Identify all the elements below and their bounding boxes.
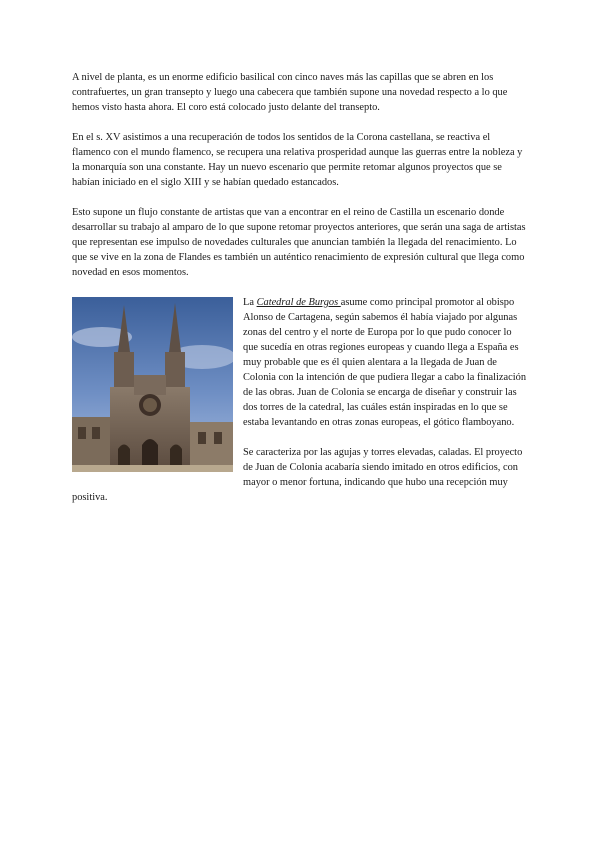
document-page (72, 70, 528, 520)
figure-paragraph-lead: La (243, 297, 257, 308)
figure-paragraph-rest: asume como principal promotor al obispo Alonso de Cartagena, según sabemos él había viajado por algunas zonas del centro y el norte de Europa por lo que pudo conocer lo que sucedía en otras regiones europeas y cuando llega a España es muy probable que es él quien alentara a la llegada de Juan de Colonia con la intención de que pudiera llegar a cabo la finalización de las obras. Juan de Colonia se encarga de diseñar y construir las dos torres de la catedral, las cuáles están inspiradas en lo que se estaba levantando en otras zonas europeas, el gótico flamboyano. (243, 297, 527, 428)
paragraph-2: En el s. XV asistimos a una recuperación de todos los sentidos de la Corona castellana, se reactiva el flamenco con el mundo flamenco, se recupera una relativa prosperidad aunque las guerras entre la nobleza y la monarquía son una constante. Hay un nuevo escenario que permite retomar algunos proyectos que se habían iniciado en el siglo XIII y se habían quedado estancados. (72, 132, 523, 188)
paragraph-final: Se caracteriza por las agujas y torres elevadas, caladas. El proyecto de Juan de Colonia acabaría siendo imitado en otros edificios, con mayor o menor fortuna, indicando que hubo una recepción muy positiva. (72, 447, 523, 503)
paragraph-3: Esto supone un flujo constante de artistas que van a encontrar en el reino de Castilla un escenario donde desarrollar su trabajo al amparo de lo que supone retomar proyectos anteriores, que serán una saga de artistas que representan ese impulso de novedades culturales que anuncian también la llegada del renacimiento. Lo que se vive en la zona de Flandes es también un auténtico renacimiento de expresión cultural que llega como novedad en esos momentos. (72, 207, 526, 278)
cathedral-image (72, 297, 233, 472)
figure-block (72, 295, 528, 520)
cathedral-photo (72, 297, 233, 472)
cathedral-link[interactable]: Catedral de Burgos (256, 297, 341, 308)
paragraph-1: A nivel de planta, es un enorme edificio basilical con cinco naves más las capillas que se abren en los contrafuertes, un gran transepto y luego una cabecera que también supone una novedad respecto a lo que hemos visto hasta ahora. El coro está colocado justo delante del transepto. (72, 72, 508, 113)
